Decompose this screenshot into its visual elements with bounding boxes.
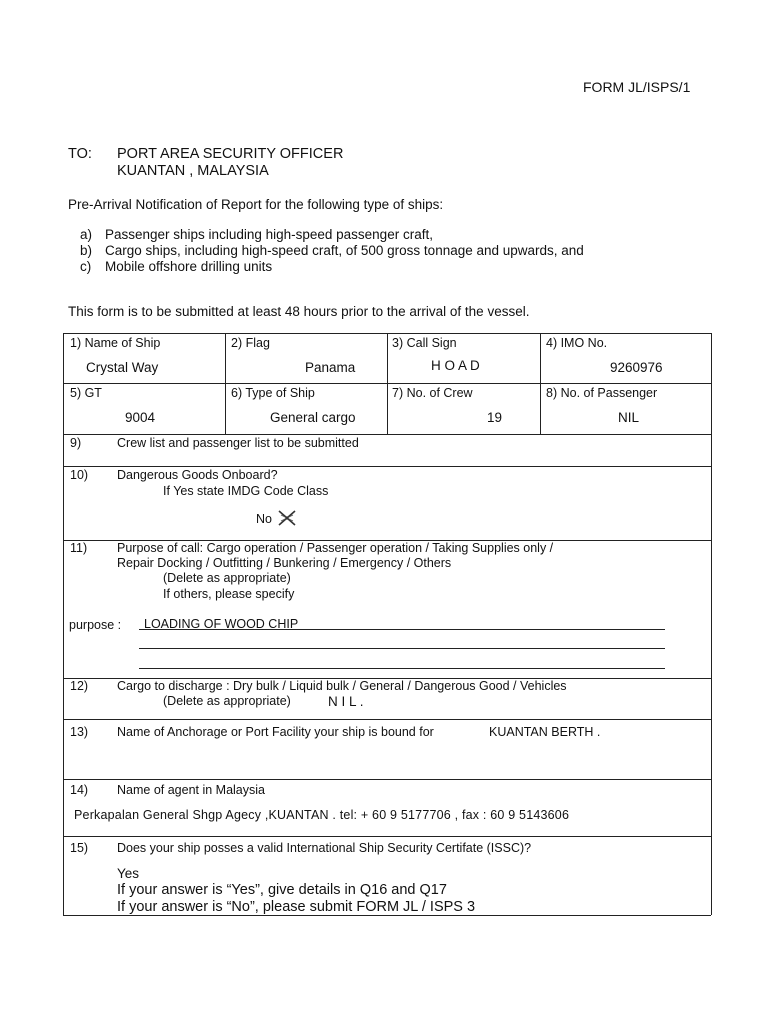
q12-number: 12) <box>70 679 89 693</box>
q9-text: Crew list and passenger list to be submitted <box>117 436 359 450</box>
ship-name-value: Crystal Way <box>86 360 159 375</box>
q15-note-2: If your answer is “No”, please submit FORM JL / ISPS 3 <box>117 899 476 915</box>
cross-out-mark-icon <box>276 508 298 531</box>
purpose-value: LOADING OF WOOD CHIP <box>144 617 299 631</box>
q13-text: Name of Anchorage or Port Facility your ship is bound for <box>117 725 434 739</box>
purpose-label: purpose : <box>69 618 122 632</box>
ship-type-a: Passenger ships including high-speed passenger craft, <box>105 227 433 242</box>
q11-line-4: If others, please specify <box>163 587 295 601</box>
ship-type-value: General cargo <box>270 410 356 425</box>
call-sign-label: 3) Call Sign <box>392 336 457 350</box>
q11-line-1: Purpose of call: Cargo operation / Passenger operation / Taking Supplies only / <box>117 541 554 555</box>
q15-answer: Yes <box>117 866 140 881</box>
q14-number: 14) <box>70 783 89 797</box>
flag-value: Panama <box>305 360 356 375</box>
form-code: FORM JL/ISPS/1 <box>583 79 691 95</box>
q14-answer: Perkapalan General Shgp Agecy ,KUANTAN . tel: + 60 9 5177706 , fax : 60 9 5143606 <box>74 808 570 822</box>
recipient-line-2: KUANTAN , MALAYSIA <box>117 163 269 179</box>
ship-type-c: Mobile offshore drilling units <box>105 259 273 274</box>
q11-number: 11) <box>70 541 88 555</box>
q9-number: 9) <box>70 436 82 450</box>
passenger-label: 8) No. of Passenger <box>546 386 658 400</box>
intro-text: Pre-Arrival Notification of Report for the following type of ships: <box>68 197 444 212</box>
crew-label: 7) No. of Crew <box>392 386 473 400</box>
ship-type-b: Cargo ships, including high-speed craft, of 500 gross tonnage and upwards, and <box>105 243 584 258</box>
q15-note-1: If your answer is “Yes”, give details in Q16 and Q17 <box>117 882 447 898</box>
q12-subtext: (Delete as appropriate) <box>163 694 291 708</box>
ship-type-marker-a: a) <box>80 227 93 242</box>
q10-text: Dangerous Goods Onboard? <box>117 468 278 482</box>
q14-text: Name of agent in Malaysia <box>117 783 265 797</box>
imo-value: 9260976 <box>610 360 663 375</box>
q10-subtext: If Yes state IMDG Code Class <box>163 484 329 498</box>
q10-answer: No <box>256 512 272 526</box>
gt-label: 5) GT <box>70 386 102 400</box>
submit-note: This form is to be submitted at least 48 hours prior to the arrival of the vessel. <box>68 304 530 319</box>
ship-type-marker-b: b) <box>80 243 93 258</box>
q12-answer: N I L . <box>328 694 364 709</box>
q12-text: Cargo to discharge : Dry bulk / Liquid bulk / General / Dangerous Good / Vehicles <box>117 679 567 693</box>
q11-line-2: Repair Docking / Outfitting / Bunkering / Emergency / Others <box>117 556 452 570</box>
imo-label: 4) IMO No. <box>546 336 608 350</box>
call-sign-value: H O A D <box>431 358 480 373</box>
q13-answer: KUANTAN BERTH . <box>489 725 601 739</box>
ship-type-marker-c: c) <box>80 259 92 274</box>
q10-number: 10) <box>70 468 89 482</box>
q15-text: Does your ship posses a valid International Ship Security Certifate (ISSC)? <box>117 841 532 855</box>
recipient-line-1: PORT AREA SECURITY OFFICER <box>117 146 344 162</box>
ship-name-label: 1) Name of Ship <box>70 336 161 350</box>
ship-type-label: 6) Type of Ship <box>231 386 315 400</box>
flag-label: 2) Flag <box>231 336 270 350</box>
to-label: TO: <box>68 146 92 162</box>
passenger-value: NIL <box>618 410 640 425</box>
q13-number: 13) <box>70 725 89 739</box>
gt-value: 9004 <box>125 410 156 425</box>
q15-number: 15) <box>70 841 89 855</box>
crew-value: 19 <box>487 410 503 425</box>
q11-line-3: (Delete as appropriate) <box>163 571 291 585</box>
